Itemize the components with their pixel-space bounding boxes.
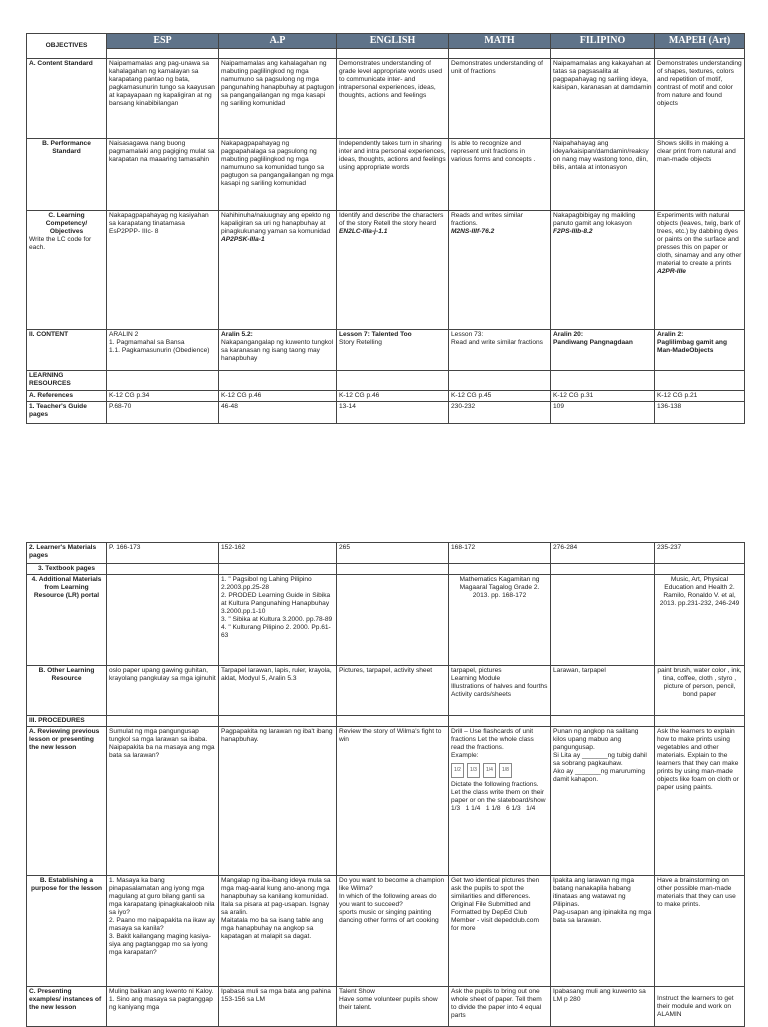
lc-code: M2NS-IIIf-76.2	[451, 228, 495, 236]
row-label-teachers-guide: 1. Teacher's Guide pages	[27, 402, 107, 424]
flashcard-row	[451, 763, 548, 778]
table-cell	[219, 211, 337, 330]
lc-code: EsP2PPP- IIIc- 8	[109, 228, 159, 236]
row-label-textbook: 3. Textbook pages	[27, 564, 107, 575]
table-cell: Demonstrates understanding of grade level appropriate words used to communicate inter- and intrapersonal experiences, ideas, thoughts, actions and feelings	[337, 59, 449, 139]
table-cell: 168-172	[449, 543, 551, 564]
header-spacer-row	[27, 49, 745, 59]
subject-mapeh-header: MAPEH (Art)	[655, 34, 745, 49]
table-cell	[551, 330, 655, 371]
subject-header-row	[27, 34, 745, 49]
table-cell: Shows skills in making a clear print from natural and man-made objects	[655, 139, 745, 211]
table-cell: K-12 CG p.46	[337, 391, 449, 402]
table-cell: P.68-70	[107, 402, 219, 424]
teachers-guide-row	[27, 402, 745, 424]
table-cell: Talent Show Have some volunteer pupils show their talent.	[337, 987, 449, 1027]
table-cell: K-12 CG p.46	[219, 391, 337, 402]
table-cell: Independently takes turn in sharing inter and intra personal experiences, ideas, thoughts, actions and feelings using appropriate words	[337, 139, 449, 211]
content-body: 1. Pagmamahal sa Bansa 1.1. Pagkamasunurin (Obedience)	[109, 339, 210, 355]
table-cell: Punan ng angkop na salitang kilos upang mabuo ang pangungusap. Si Lita ay _______ng tubig dahil sa sobrang pagkauhaw. Ako ay _______ng maruruming damit kahapon.	[551, 727, 655, 876]
table-cell: 13-14	[337, 402, 449, 424]
table-cell: Naipamamalas ang pag-unawa sa kahalagahan ng kamalayan sa karapatang pantao ng bata, pagkamasunurin tungo sa kaayusan at kapayapaan ng kapaligiran at ng bansang kinabibilangan	[107, 59, 219, 139]
fraction-flashcard: 1/4	[483, 763, 496, 778]
lc-text: Identify and describe the characters of the story Retell the story heard	[339, 212, 444, 228]
lc-note: Write the LC code for each.	[29, 236, 92, 252]
content-body: Story Retelling	[339, 339, 382, 347]
table-cell: Ask the learners to explain how to make prints using vegetables and other materials. Explain to the learners that they can make prints by using man-made objects like foam on cloth or paper using paints.	[655, 727, 745, 876]
table-cell: 235-237	[655, 543, 745, 564]
row-label-content: II. CONTENT	[27, 330, 107, 371]
table-cell: Larawan, tarpapel	[551, 666, 655, 716]
content-body: Paglilimbag gamit ang Man-MadeObjects	[657, 339, 727, 355]
table-cell	[655, 330, 745, 371]
lc-label: C. Learning Competency/ Objectives	[45, 212, 88, 236]
table-cell: Ipabasang muli ang kuwento sa LM p 280	[551, 987, 655, 1027]
establishing-row	[27, 876, 745, 987]
content-title: Lesson 73:	[451, 331, 484, 339]
subject-english-header: ENGLISH	[337, 34, 449, 49]
table-cell: Mathematics Kagamitan ng Magaaral Tagalog Grade 2. 2013. pp. 168-172	[449, 575, 551, 666]
subject-filipino-header: FILIPINO	[551, 34, 655, 49]
table-cell: Demonstrates understanding of shapes, textures, colors and repetition of motif, contrast of motif and color from nature and found objects	[655, 59, 745, 139]
table-cell	[107, 211, 219, 330]
table-cell: 1. Masaya ka bang pinapasalamatan ang iyong mga magulang at guro bilang ganti sa mga karapatang ipinagkakaloob nila sa iyo? 2. Paano mo naipapakita na ikaw ay masaya sa kanila? 3. Bakit kailangang maging kasiya-siya ang pagtanggap mo sa iyong mga karapatan?	[107, 876, 219, 987]
table-cell: Get two identical pictures then ask the pupils to spot the similarities and differences. Original File Submitted and Formatted by DepEd Club Member - visit depedclub.com for more	[449, 876, 551, 987]
content-title: Aralin 20:	[553, 331, 584, 339]
procedures-row	[27, 716, 745, 727]
row-label-learners-materials: 2. Learner's Materials pages	[27, 543, 107, 564]
table-cell: 1. " Pagsibol ng Lahing Pilipino 2.2003.pp.25-28 2. PRODED Learning Guide in Sibika at Kultura Pangunahing Hanapbuhay 3.2000.pp.1-10 3. " Sibika at Kultura 3.2000. pp.78-89 4. " Kulturang Pilipino 2. 2000. Pp.61-63	[219, 575, 337, 666]
content-title: Aralin 2:	[657, 331, 684, 339]
dictated-fractions: 1/3 1 1/4 1 1/8 6 1/3 1/4	[451, 805, 536, 813]
row-label-content-standard: A. Content Standard	[27, 59, 107, 139]
lc-text: Nahihinuha/naiuugnay ang epekto ng kapaligiran sa uri ng hanapbuhay at pinagkukunang yaman sa komunidad	[221, 212, 331, 236]
references-row	[27, 391, 745, 402]
objectives-header: OBJECTIVES	[27, 34, 107, 59]
table-cell	[337, 211, 449, 330]
table-cell	[551, 211, 655, 330]
subject-ap-header: A.P	[219, 34, 337, 49]
table-cell	[337, 330, 449, 371]
table-cell: K-12 CG p.21	[655, 391, 745, 402]
table-cell: Ask the pupils to bring out one whole sheet of paper. Tell them to divide the paper into 4 equal parts	[449, 987, 551, 1027]
table-cell	[219, 330, 337, 371]
row-label-presenting: C. Presenting examples/ instances of the new lesson	[27, 987, 107, 1027]
row-label-procedures: III. PROCEDURES	[27, 716, 107, 727]
content-row	[27, 330, 745, 371]
row-label-references: A. References	[27, 391, 107, 402]
subject-esp-header: ESP	[107, 34, 219, 49]
table-cell	[107, 330, 219, 371]
subject-math-header: MATH	[449, 34, 551, 49]
content-title: ARALIN 2	[109, 331, 139, 339]
lc-text: Nakapagpapahayag ng kasiyahan sa karapatang tinatamasa	[109, 212, 209, 228]
table-cell: Music, Art, Physical Education and Health 2. Ramilo, Ronaldo V. et al, 2013. pp.231-232, 246-249	[655, 575, 745, 666]
table-cell: Is able to recognize and represent unit fractions in various forms and concepts .	[449, 139, 551, 211]
reviewing-row	[27, 727, 745, 876]
table-cell: 230-232	[449, 402, 551, 424]
table-cell: Naisasagawa nang buong pagmamalaki ang pagiging mulat sa karapatan na maaaring tamasahin	[107, 139, 219, 211]
table-cell: Ipakita ang larawan ng mga batang nanakapila habang itinataas ang watawat ng Pilipinas. Pag-usapan ang ipinakita ng mga bata sa larawan.	[551, 876, 655, 987]
table-cell: oslo paper upang gawing guhitan, krayolang pangkulay sa mga iginuhit	[107, 666, 219, 716]
presenting-row	[27, 987, 745, 1027]
lc-text: Experiments with natural objects (leaves, twig, bark of trees, etc.) by dabbing dyes or paints on the surface and presses this on paper or cloth, sinamay and any other material to create a prints	[657, 212, 742, 268]
content-title: Aralin 5.2:	[221, 331, 253, 339]
table-cell: Naipamamalas ang kakayahan at tatas sa pagsasalita at pagpapahayag ng sariling ideya, kaisipan, karanasan at damdamin	[551, 59, 655, 139]
row-label-learning-competency	[27, 211, 107, 330]
additional-materials-row	[27, 575, 745, 666]
table-cell: Pictures, tarpapel, activity sheet	[337, 666, 449, 716]
content-body: Read and write similar fractions	[451, 339, 543, 347]
table-cell: Naipamamalas ang kahalagahan ng mabuting paglilingkod ng mga namumuno sa pagsulong ng mga pangunahing hanapbuhay at pagtugon sa pangangailangan ng mga kasapi ng sariling komunidad	[219, 59, 337, 139]
table-cell	[449, 211, 551, 330]
table-cell: Review the story of Wilma's fight to win	[337, 727, 449, 876]
row-label-reviewing: A. Reviewing previous lesson or presenting the new lesson	[27, 727, 107, 876]
table-cell	[449, 727, 551, 876]
learning-competency-row	[27, 211, 745, 330]
fraction-flashcard: 1/3	[467, 763, 480, 778]
table-cell: Naipahahayag ang ideya/kaisipan/damdamin/reaksyon nang may wastong tono, diin, bilis, antala at intonasyon	[551, 139, 655, 211]
table-cell: Do you want to become a champion like Wilma? In which of the following areas do you want to succeed? sports music or singing painting dancing other forms of art cooking	[337, 876, 449, 987]
table-cell: Nakapagpapahayag ng pagpapahalaga sa pagsulong ng mabuting paglilingkod ng mga namumuno sa komunidad tungo sa pagtugon sa pangangailangan ng mga kasapi ng sariling komunidad	[219, 139, 337, 211]
row-label-establishing: B. Establishing a purpose for the lesson	[27, 876, 107, 987]
lc-code: F2PS-IIIb-8.2	[553, 228, 593, 236]
table-cell: Tarpapel larawan, lapis, ruler, krayola, aklat, Modyul 5, Aralin 5.3	[219, 666, 337, 716]
lc-text: Reads and writes similar fractions.	[451, 212, 523, 228]
row-label-other-resources: B. Other Learning Resource	[27, 666, 107, 716]
table-cell: 276-284	[551, 543, 655, 564]
table-cell: 136-138	[655, 402, 745, 424]
table-cell: 46-48	[219, 402, 337, 424]
lc-text: Nakapagbibigay ng maikling panuto gamit ang lokasyon	[553, 212, 636, 228]
content-body: Nakapangangalap ng kuwento tungkol sa karanasan ng isang taong may hanapbuhay	[221, 339, 334, 363]
other-resources-row	[27, 666, 745, 716]
table-cell: Sumulat ng mga pangungusap tungkol sa mga larawan sa ibaba. Naipapakita ba na masaya ang mga bata sa larawan?	[107, 727, 219, 876]
table-cell: K-12 CG p.31	[551, 391, 655, 402]
lc-code: A2PR-IIIe	[657, 268, 686, 276]
row-label-additional-materials: 4. Additional Materials from Learning Resource (LR) portal	[27, 575, 107, 666]
lc-code: AP2PSK-IIIa-1	[221, 236, 265, 244]
lesson-plan-table-top	[26, 33, 745, 424]
table-cell: Muling balikan ang kwento ni Kaloy. 1. Sino ang masaya sa pagtanggap ng kaniyang mga	[107, 987, 219, 1027]
math-drill-text: Drill – Use flashcards of unit fractions Let the whole class read the fractions. Example:	[451, 728, 534, 760]
table-cell: paint brush, water color , ink, tina, coffee, cloth , styro , picture of person, pencil, bond paper	[655, 666, 745, 716]
table-cell: Demonstrates understanding of unit of fractions	[449, 59, 551, 139]
performance-standard-row	[27, 139, 745, 211]
table-cell: Instruct the learners to get their module and work on ALAMIN	[655, 987, 745, 1027]
lesson-plan-table-bottom	[26, 542, 745, 1027]
fraction-flashcard: 1/2	[451, 763, 464, 778]
row-label-performance-standard: B. Performance Standard	[27, 139, 107, 211]
table-cell	[655, 211, 745, 330]
table-cell: Have a brainstorming on other possible man-made materials that they can use to make prints.	[655, 876, 745, 987]
table-cell: tarpapel, pictures Learning Module Illustrations of halves and fourths Activity cards/sheets	[449, 666, 551, 716]
lc-code: EN2LC-IIIa-j-1.1	[339, 228, 388, 236]
content-standard-row	[27, 59, 745, 139]
table-cell: Pagpapakita ng larawan ng iba't ibang hanapbuhay.	[219, 727, 337, 876]
content-body: Pandiwang Pangnagdaan	[553, 339, 633, 347]
table-cell: 265	[337, 543, 449, 564]
table-cell: 152-162	[219, 543, 337, 564]
content-title: Lesson 7: Talented Too	[339, 331, 412, 339]
fraction-flashcard: 1/8	[499, 763, 512, 778]
table-cell: K-12 CG p.34	[107, 391, 219, 402]
table-cell	[449, 330, 551, 371]
table-cell: 109	[551, 402, 655, 424]
table-cell: P. 166-173	[107, 543, 219, 564]
row-label-learning-resources: LEARNING RESOURCES	[27, 371, 107, 391]
textbook-row	[27, 564, 745, 575]
table-cell: Ipabasa muli sa mga bata ang pahina 153-156 sa LM	[219, 987, 337, 1027]
table-cell: K-12 CG p.45	[449, 391, 551, 402]
learning-resources-row	[27, 371, 745, 391]
math-dictate-text: Dictate the following fractions. Let the class write them on their paper or on the slateboard/show	[451, 781, 546, 805]
table-cell: Mangalap ng iba-ibang ideya mula sa mga mag-aaral kung ano-anong mga hanapbuhay sa kanilang komunidad. Itala sa pisara at pag-usapan. Isgnay sa aralin. Maitatala mo ba sa isang table ang mga hanapbuhay na angkop sa kapatagan at malapit sa dagat.	[219, 876, 337, 987]
learners-materials-row	[27, 543, 745, 564]
